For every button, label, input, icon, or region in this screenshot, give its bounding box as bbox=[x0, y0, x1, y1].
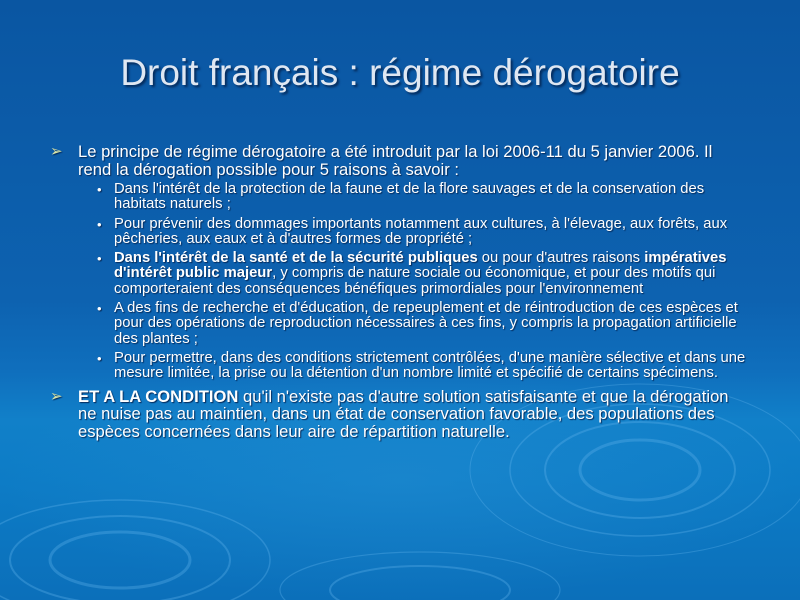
sub-bullet-text: Pour permettre, dans des conditions strictement contrôlées, d'une manière sélective et dans une mesure limitée, la prise ou la détention d'un nombre limité et spécifié de certains spécimens. bbox=[114, 349, 746, 382]
sub-bullet-text: A des fins de recherche et d'éducation, de repeuplement et de réintroduction de ces espèces et pour des opérations de reproduction nécessaires à ces fins, y compris la propagation artificielle des plantes ; bbox=[114, 300, 738, 347]
dot-bullet-icon: • bbox=[97, 350, 102, 366]
arrow-bullet-icon: ➢ bbox=[50, 143, 63, 160]
bullet-item-intro bbox=[50, 143, 750, 178]
bullet-text: Le principe de régime dérogatoire a été introduit par la loi 2006-11 du 5 janvier 2006. Il rend la dérogation possible pour 5 raisons à savoir : bbox=[78, 142, 713, 179]
dot-bullet-icon: • bbox=[97, 182, 102, 197]
sub-bullet-text: ou pour d'autres raisons bbox=[477, 250, 645, 267]
bullet-bold-text: ET A LA CONDITION bbox=[78, 386, 239, 406]
sub-bullet-item bbox=[97, 349, 750, 382]
bullet-text: qu'il n'existe pas d'autre solution satisfaisante et que la dérogation ne nuise pas au maintien, dans un état de conservation favorable, des populations des espèces concernées dans leur aire de répartition naturelle. bbox=[78, 386, 729, 441]
dot-bullet-icon: • bbox=[97, 216, 102, 232]
arrow-bullet-icon: ➢ bbox=[50, 387, 63, 405]
sub-bullet-bold-text: impératives d'intérêt public majeur bbox=[114, 250, 727, 282]
slide-title: Droit français : régime dérogatoire bbox=[120, 52, 680, 93]
sub-bullet-item bbox=[97, 215, 750, 248]
sub-bullet-item bbox=[97, 300, 750, 347]
sub-bullet-list bbox=[50, 182, 750, 382]
sub-bullet-item bbox=[97, 181, 750, 213]
slide-content bbox=[50, 143, 750, 446]
sub-bullet-text: Pour prévenir des dommages importants notamment aux cultures, à l'élevage, aux forêts, aux pêcheries, aux eaux et à d'autres formes de propriété ; bbox=[114, 215, 728, 247]
sub-bullet-text: , y compris de nature sociale ou économique, et pour des motifs qui comporteraient des conséquences bénéfiques primordiales pour l'environnement bbox=[114, 265, 716, 297]
bullet-item-condition bbox=[50, 388, 750, 441]
sub-bullet-bold-text: Dans l'intérêt de la santé et de la sécurité publiques bbox=[114, 250, 478, 267]
dot-bullet-icon: • bbox=[97, 251, 102, 267]
sub-bullet-text: Dans l'intérêt de la protection de la faune et de la flore sauvages et de la conservation des habitats naturels ; bbox=[114, 181, 705, 213]
dot-bullet-icon: • bbox=[97, 301, 102, 317]
sub-bullet-item bbox=[97, 250, 750, 297]
